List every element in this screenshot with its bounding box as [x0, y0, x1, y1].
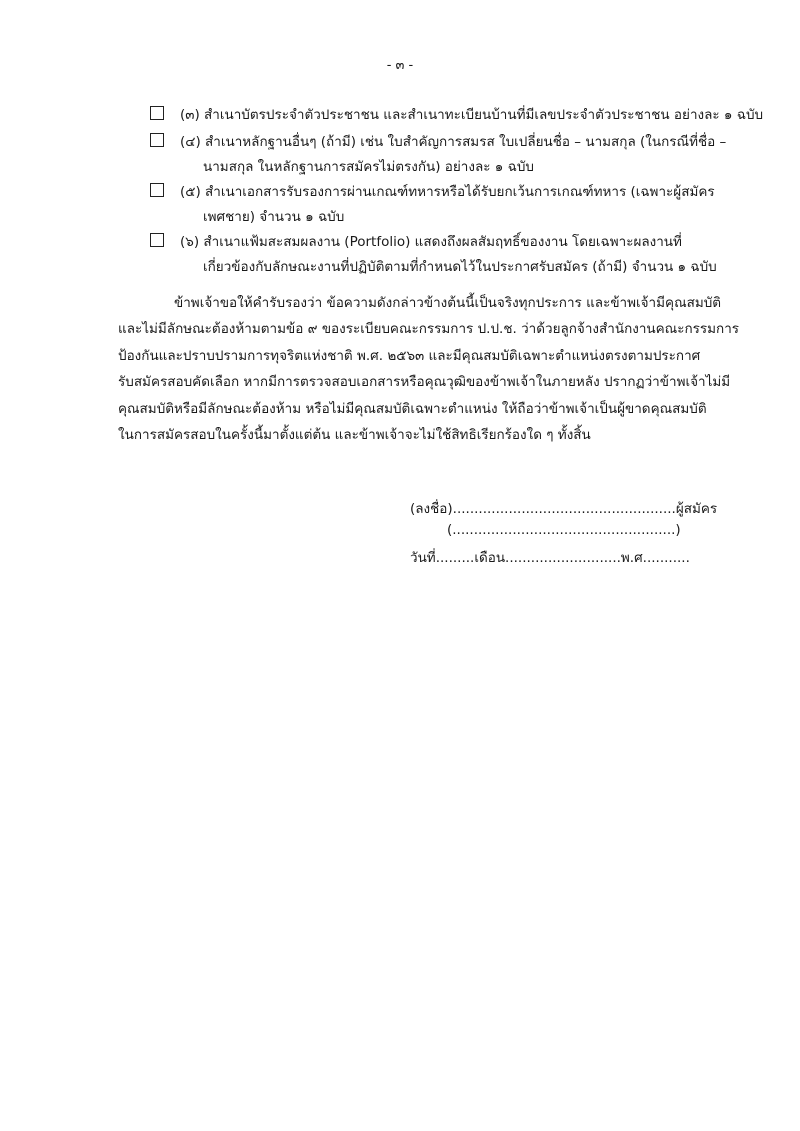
- date-line: วันที่.........เดือน...........................พ.ศ...........: [410, 550, 690, 566]
- declaration-line-4: รับสมัครสอบคัดเลือก หากมีการตรวจสอบเอกสารหรือคุณวุฒิของข้าพเจ้าในภายหลัง ปรากฏว่าข้าพเจ้าไม่มี: [118, 374, 731, 391]
- checkbox-item-6[interactable]: [150, 233, 164, 247]
- item-5-line-2: เพศชาย) จำนวน ๑ ฉบับ: [203, 209, 345, 225]
- page-number: - ๓ -: [386, 58, 414, 73]
- declaration-line-1: ข้าพเจ้าขอให้คำรับรองว่า ข้อความดังกล่าวข้างต้นนี้เป็นจริงทุกประการ และข้าพเจ้ามีคุณสมบัติ: [174, 295, 722, 311]
- item-4-line-2: นามสกุล ในหลักฐานการสมัครไม่ตรงกัน) อย่างละ ๑ ฉบับ: [203, 159, 534, 175]
- item-3-line-1: (๓) สำเนาบัตรประจำตัวประชาชน และสำเนาทะเบียนบ้านที่มีเลขประจำตัวประชาชน อย่างละ ๑ ฉบับ: [180, 107, 764, 123]
- item-6-line-2: เกี่ยวข้องกับลักษณะงานที่ปฏิบัติตามที่กำหนดไว้ในประกาศรับสมัคร (ถ้ามี) จำนวน ๑ ฉบับ: [203, 259, 717, 275]
- item-4-line-1: (๔) สำเนาหลักฐานอื่นๆ (ถ้ามี) เช่น ใบสำคัญการสมรส ใบเปลี่ยนชื่อ – นามสกุล (ในกรณีที่ชื่อ –: [180, 134, 727, 150]
- item-5-line-1: (๕) สำเนาเอกสารรับรองการผ่านเกณฑ์ทหารหรือได้รับยกเว้นการเกณฑ์ทหาร (เฉพาะผู้สมัคร: [180, 184, 715, 200]
- item-6-line-1: (๖) สำเนาแฟ้มสะสมผลงาน (Portfolio) แสดงถึงผลสัมฤทธิ์ของงาน โดยเฉพาะผลงานที่: [180, 234, 682, 250]
- declaration-paragraph: [118, 290, 740, 448]
- checkbox-item-5[interactable]: [150, 183, 164, 197]
- item-4-text: [180, 130, 750, 180]
- checkbox-item-3[interactable]: [150, 106, 164, 120]
- item-3-text: [180, 103, 764, 128]
- item-5-text: [180, 180, 750, 230]
- declaration-line-3: ป้องกันและปราบปรามการทุจริตแห่งชาติ พ.ศ. ๒๕๖๓ และมีคุณสมบัติเฉพาะตำแหน่งตรงตามประกาศ: [118, 347, 701, 364]
- item-6-text: [180, 230, 750, 280]
- signature-line: (ลงชื่อ)....................................................ผู้สมัคร: [410, 501, 718, 517]
- applicant-name-line: (....................................................): [447, 522, 681, 538]
- declaration-line-6: ในการสมัครสอบในครั้งนี้มาตั้งแต่ต้น และข้าพเจ้าจะไม่ใช้สิทธิเรียกร้องใด ๆ ทั้งสิ้น: [118, 427, 591, 444]
- declaration-line-5: คุณสมบัติหรือมีลักษณะต้องห้าม หรือไม่มีคุณสมบัติเฉพาะตำแหน่ง ให้ถือว่าข้าพเจ้าเป็นผู้ขาดคุณสมบัติ: [118, 400, 707, 417]
- checkbox-item-4[interactable]: [150, 133, 164, 147]
- declaration-line-2: และไม่มีลักษณะต้องห้ามตามข้อ ๙ ของระเบียบคณะกรรมการ ป.ป.ช. ว่าด้วยลูกจ้างสำนักงานคณะกรรมการ: [118, 321, 740, 338]
